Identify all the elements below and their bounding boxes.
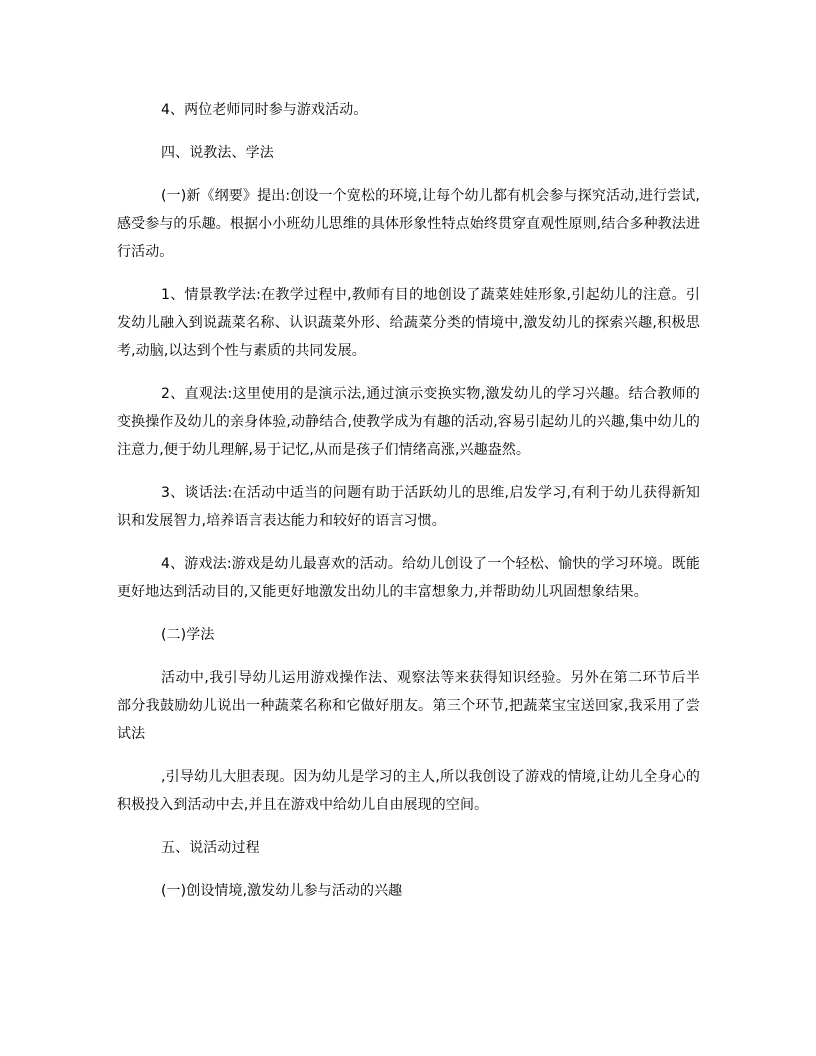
paragraph-learning-activities: 活动中,我引导幼儿运用游戏操作法、观察法等来获得知识经验。另外在第二环节后半部分我鼓励幼儿说出一种蔬菜名称和它做好朋友。第三个环节,把蔬菜宝宝送回家,我采用了尝试法 — [117, 670, 700, 742]
paragraph-teacher-participation: 4、两位老师同时参与游戏活动。 — [161, 102, 368, 118]
heading-teaching-methods: 四、说教法、学法 — [161, 145, 274, 161]
paragraph-visual-method: 2、直观法:这里使用的是演示法,通过演示变换实物,激发幼儿的学习兴趣。结合教师的变换操作及幼儿的亲身体验,动静结合,使教学成为有趣的活动,容易引起幼儿的兴趣,集中幼儿的注意力,便于幼儿理解,易于记忆,从而是孩子们情绪高涨,兴趣盎然。 — [117, 386, 700, 458]
heading-learning-methods: (二)学法 — [161, 627, 215, 643]
heading-create-situation: (一)创设情境,激发幼儿参与活动的兴趣 — [161, 883, 403, 899]
paragraph-conversation-method: 3、谈话法:在活动中适当的问题有助于活跃幼儿的思维,启发学习,有利于幼儿获得新知识和发展智力,培养语言表达能力和较好的语言习惯。 — [117, 485, 700, 529]
paragraph-game-method: 4、游戏法:游戏是幼儿最喜欢的活动。给幼儿创设了一个轻松、愉快的学习环境。既能更好地达到活动目的,又能更好地激发出幼儿的丰富想象力,并帮助幼儿巩固想象结果。 — [117, 556, 700, 600]
paragraph-situational-method: 1、情景教学法:在教学过程中,教师有目的地创设了蔬菜娃娃形象,引起幼儿的注意。引发幼儿融入到说蔬菜名称、认识蔬菜外形、给蔬菜分类的情境中,激发幼儿的探索兴趣,积极思考,动脑,以达到个性与素质的共同发展。 — [117, 287, 700, 359]
heading-activity-process: 五、说活动过程 — [161, 840, 260, 856]
paragraph-outline-requirements: (一)新《纲要》提出:创设一个宽松的环境,让每个幼儿都有机会参与探究活动,进行尝试,感受参与的乐趣。根据小小班幼儿思维的具体形象性特点始终贯穿直观性原则,结合多种教法进行活动。 — [117, 188, 700, 260]
paragraph-guide-children: ,引导幼儿大胆表现。因为幼儿是学习的主人,所以我创设了游戏的情境,让幼儿全身心的积极投入到活动中去,并且在游戏中给幼儿自由展现的空间。 — [117, 769, 700, 813]
document-body — [117, 96, 700, 905]
